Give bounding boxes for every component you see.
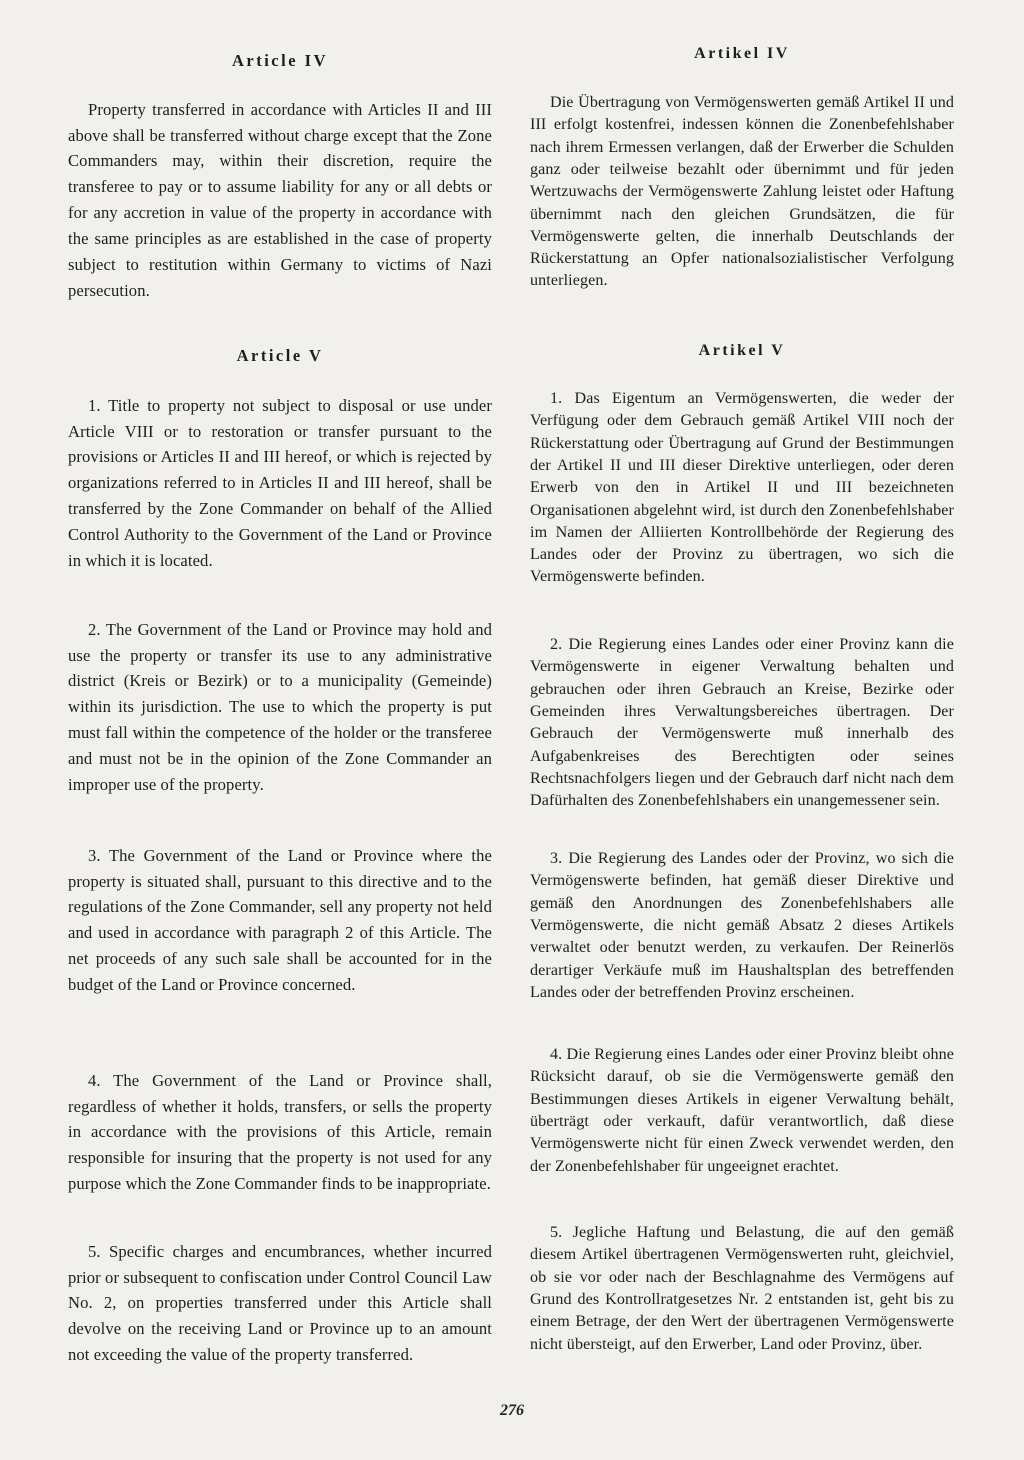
- article-v-paragraph-1: 1. Title to property not subject to disposal or use under Article VIII or to restoration or transfer pursuant to the provisions or Articles II and III hereof, or which is rejected by organizations referred to in Articles II and III hereof, shall be transferred by the Zone Commander on behalf of the Allied Control Authority to the Government of the Land or Province in which it is located.: [68, 395, 492, 571]
- artikel-v-paragraph-5: 5. Jegliche Haftung und Belastung, die auf den gemäß diesem Artikel übertragenen Vermögenswerten ruht, gleichviel, ob sie vor oder nach der Beschlagnahme des Vermögens auf Grund des Kontrollratgesetzes Nr. 2 entstanden ist, geht bis zu einem Betrage, der den Wert der übertragenen Vermögenswerte nicht übersteigt, auf den Erwerber, Land oder Provinz, über.: [530, 1224, 954, 1353]
- page-number: 276: [500, 1402, 524, 1419]
- artikel-v-paragraph-3: 3. Die Regierung des Landes oder der Provinz, wo sich die Vermögenswerte befinden, hat gemäß dieser Direktive und gemäß den Anordnungen des Zonenbefehlshabers alle Vermögenswerte, die nicht gemäß Absatz 2 dieses Artikels verwaltet oder benutzt werden, zu verkaufen. Der Reinerlös derartiger Verkäufe muß im Haushaltsplan des betreffenden Landes oder der betreffenden Provinz erscheinen.: [530, 850, 954, 1001]
- artikel-iv-heading: Artikel IV: [694, 45, 790, 62]
- article-iv-heading: Article IV: [231, 51, 328, 70]
- artikel-iv-text: Die Übertragung von Vermögenswerten gemäß Artikel II und III erfolgt kostenfrei, indessen können die Zonenbefehlshaber nach ihrem Ermessen verlangen, daß der Erwerber die Schulden ganz oder teilweise bezahlt oder übernimmt und für jeden Wertzuwachs der Vermögenswerte Zahlung leistet oder Haftung übernimmt nach den gleichen Grundsätzen, die für Vermögenswerte gelten, die innerhalb Deutschlands der Rückerstattung an Opfer nationalsozialistischer Verfolgung unterliegen.: [530, 94, 954, 290]
- article-v-paragraph-4: 4. The Government of the Land or Province shall, regardless of whether it holds, transfers, or sells the property in accordance with the provisions of this Article, remain responsible for insuring that the property is not used for any purpose which the Zone Commander finds to be inappropriate.: [68, 1070, 492, 1194]
- artikel-v-heading: Artikel V: [698, 342, 786, 359]
- artikel-v-paragraph-1: 1. Das Eigentum an Vermögenswerten, die weder der Verfügung oder dem Gebrauch gemäß Artikel VIII noch der Rückerstattung oder Übertragung auf Grund der Bestimmungen der Artikel II und III dieser Direktive unterliegen, oder deren Erwerb von den in Artikel II und III bezeichneten Organisationen abgelehnt wird, ist durch den Zonenbefehlshaber im Namen der Alliierten Kontrollbehörde der Regierung des Landes oder der Provinz zu übertragen, wo sich die Vermögenswerte befinden.: [530, 390, 954, 586]
- article-v-heading: Article V: [236, 346, 324, 365]
- article-v-paragraph-3: 3. The Government of the Land or Province where the property is situated shall, pursuant to this directive and to the regulations of the Zone Commander, sell any property not held and used in accordance with paragraph 2 of this Article. The net proceeds of any such sale shall be accounted for in the budget of the Land or Province concerned.: [68, 845, 492, 995]
- article-v-paragraph-5: 5. Specific charges and encumbrances, whether incurred prior or subsequent to confiscation under Control Council Law No. 2, on properties transferred under this Article shall devolve on the receiving Land or Province up to an amount not exceeding the value of the property transferred.: [68, 1241, 492, 1365]
- artikel-v-paragraph-4: 4. Die Regierung eines Landes oder einer Provinz bleibt ohne Rücksicht darauf, ob sie die Vermögenswerte gemäß den Bestimmungen dieses Artikels in eigener Verwaltung behält, überträgt oder verkauft, dafür verantwortlich, daß diese Vermögenswerte nicht für einen Zweck verwendet werden, den der Zonenbefehlshaber für ungeeignet erachtet.: [530, 1046, 954, 1175]
- article-iv-text: Property transferred in accordance with Articles II and III above shall be transferred without charge except that the Zone Commanders may, within their discretion, require the transferee to pay or to assume liability for any or all debts or for any accretion in value of the property in accordance with the same principles as are established in the case of property subject to restitution within Germany to victims of Nazi persecution.: [68, 99, 492, 300]
- article-v-paragraph-2: 2. The Government of the Land or Province may hold and use the property or transfer its use to any administrative district (Kreis or Bezirk) or to a municipality (Gemeinde) within its jurisdiction. The use to which the property is put must fall within the competence of the holder or the transferee and must not be in the opinion of the Zone Commander an improper use of the property.: [68, 619, 492, 795]
- artikel-v-paragraph-2: 2. Die Regierung eines Landes oder einer Provinz kann die Vermögenswerte in eigener Verwaltung behalten und gebrauchen oder ihren Gebrauch an Kreise, Bezirke oder Gemeinden ihres Verwaltungsbereiches übertragen. Der Gebrauch der Vermögenswerte muß innerhalb des Aufgabenkreises des Berechtigten oder seines Rechtsnachfolgers liegen und der Gebrauch darf nicht nach dem Dafürhalten des Zonenbefehlshabers ein unangemessener sein.: [530, 636, 954, 810]
